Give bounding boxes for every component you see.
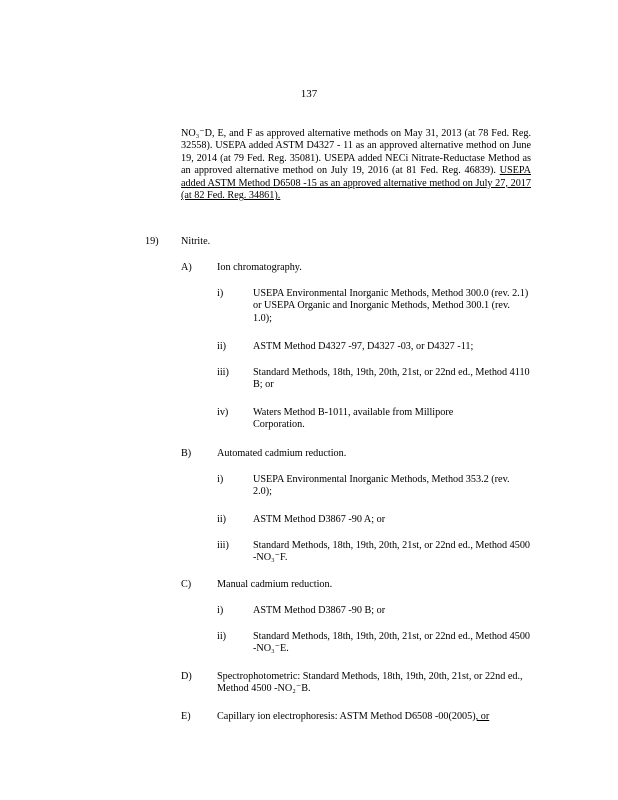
subsection-c-title: Manual cadmium reduction. <box>217 579 333 590</box>
c-item-text: Standard Methods, 18th, 19th, 20th, 21st, or 22nd ed., Method 4500 -NO₃⁻E. <box>253 631 531 655</box>
c-item-label: i) <box>217 605 224 616</box>
subsection-e-text <box>217 711 532 723</box>
subsection-e-text-underlined: , or <box>475 711 490 722</box>
b-item-text: Standard Methods, 18th, 19th, 20th, 21st, or 22nd ed., Method 4500 -NO₃⁻F. <box>253 540 531 564</box>
a-item-label: i) <box>217 288 224 299</box>
subsection-a-label: A) <box>181 262 192 273</box>
a-item-label: iv) <box>217 407 229 418</box>
b-item-label: iii) <box>217 540 229 551</box>
subsection-e-label: E) <box>181 711 191 722</box>
a-item-label: ii) <box>217 341 227 352</box>
a-item-label: iii) <box>217 367 229 378</box>
a-item-text: Waters Method B-1011, available from Millipore Corporation. <box>253 407 454 431</box>
subsection-b-label: B) <box>181 448 192 459</box>
subsection-a-title: Ion chromatography. <box>217 262 302 273</box>
page-number: 137 <box>300 88 318 100</box>
intro-paragraph <box>181 128 531 202</box>
subsection-c-label: C) <box>181 579 192 590</box>
a-item-text: USEPA Environmental Inorganic Methods, Method 300.0 (rev. 2.1) or USEPA Organic and Inorganic Methods, Method 300.1 (rev. 1.0); <box>253 288 529 324</box>
c-item-text: ASTM Method D3867 -90 B; or <box>253 605 386 616</box>
intro-text: NO₃⁻D, E, and F as approved alternative methods on May 31, 2013 (at 78 Fed. Reg. 32558). USEPA added ASTM D4327 - 11 as an approved alternative method on June 19, 2014 (at 79 Fed. Reg. 35081). USEPA added NECi Nitrate-Reductase Method as an approved alternative method on July 19, 2016 (at 81 Fed. Reg. 46839). <box>181 128 531 177</box>
subsection-b-title: Automated cadmium reduction. <box>217 448 347 459</box>
b-item-label: i) <box>217 474 224 485</box>
a-item-text: Standard Methods, 18th, 19th, 20th, 21st, or 22nd ed., Method 4110 B; or <box>253 367 530 391</box>
subsection-e-text-main: Capillary ion electrophoresis: ASTM Method D6508 -00(2005) <box>217 711 476 722</box>
item-19-label: 19) <box>145 236 159 247</box>
subsection-d-text: Spectrophotometric: Standard Methods, 18th, 19th, 20th, 21st, or 22nd ed., Method 4500 -NO₂⁻B. <box>217 671 523 695</box>
b-item-label: ii) <box>217 514 227 525</box>
item-19-title: Nitrite. <box>181 236 211 247</box>
b-item-text: USEPA Environmental Inorganic Methods, Method 353.2 (rev. 2.0); <box>253 474 510 498</box>
intro-underlined-text: USEPA added ASTM Method D6508 -15 as an approved alternative method on July 27, 2017 (at 82 Fed. Reg. 34861). <box>181 165 531 202</box>
subsection-d-label: D) <box>181 671 192 682</box>
a-item-text: ASTM Method D4327 -97, D4327 -03, or D4327 -11; <box>253 341 474 352</box>
b-item-text: ASTM Method D3867 -90 A; or <box>253 514 386 525</box>
c-item-label: ii) <box>217 631 227 642</box>
